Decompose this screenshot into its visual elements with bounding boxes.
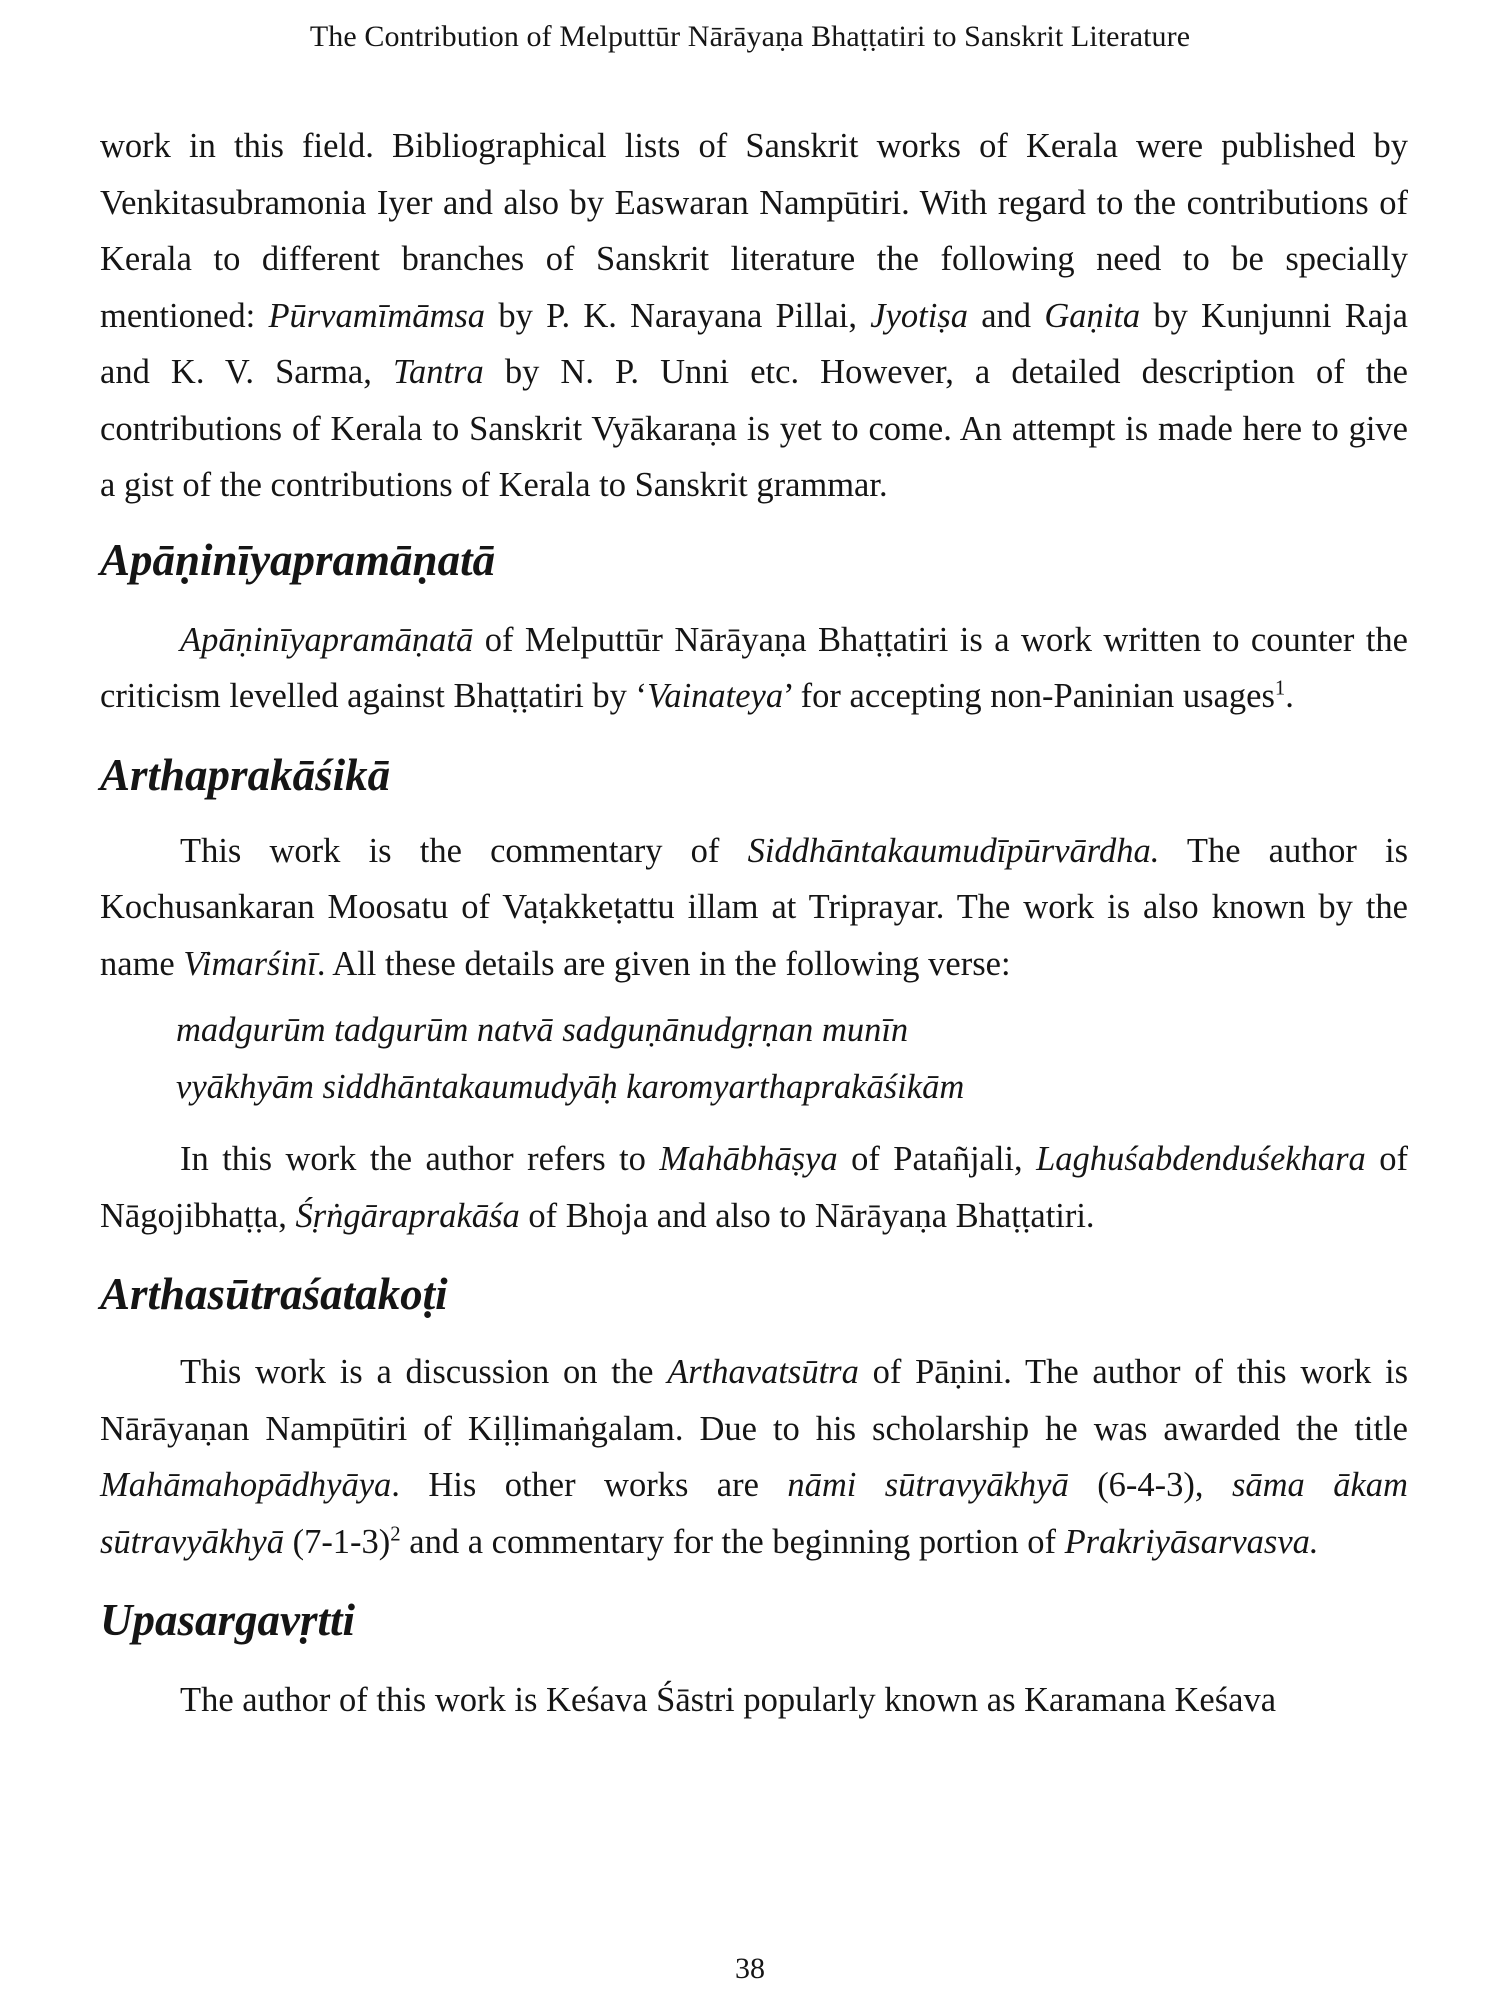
text: The author of this work is Keśava Śāstri popularly known as Karamana Keśava — [180, 1681, 1277, 1719]
term: Siddhāntakaumudīpūrvārdha. — [747, 831, 1160, 870]
section-paragraph — [100, 612, 1408, 725]
verse-line: madgurūm tadgurūm natvā sadguṇānudgṛṇan munīn — [176, 1011, 909, 1049]
term: Mahāmahopādhyāya — [100, 1466, 392, 1504]
text: and — [967, 296, 1045, 335]
text: of Nāgojibhaṭṭa, — [100, 1140, 1408, 1235]
term: Tantra — [392, 353, 484, 391]
intro-paragraph — [100, 118, 1408, 514]
footnote-marker: 2 — [390, 1523, 401, 1545]
section-heading-arthasutrasatakoti: Arthasūtraśatakoṭi — [100, 1269, 448, 1319]
text: of Patañjali, — [837, 1140, 1037, 1178]
term: Gaṇita — [1044, 296, 1141, 335]
section-heading-upasargavrtti: Upasargavṛtti — [100, 1595, 356, 1645]
footnote-marker: 1 — [1274, 677, 1286, 700]
text: (6-4-3), — [1068, 1466, 1232, 1504]
text: by Kunjunni Raja and K. V. Sarma, — [100, 296, 1408, 391]
term: Jyotiṣa — [870, 296, 968, 335]
text: and a commentary for the beginning portion of — [400, 1522, 1065, 1561]
text: . All these details are given in the following verse: — [316, 944, 1011, 983]
text: of Melputtūr Nārāyaṇa Bhaṭṭatiri is a work written to counter the criticism levelled against Bhaṭṭatiri by ‘ — [100, 620, 1408, 715]
section-paragraph — [100, 1672, 1408, 1729]
term: Mahābhāṣya — [659, 1140, 838, 1178]
text: . — [1285, 677, 1294, 715]
term: Arthavatsūtra — [667, 1353, 859, 1391]
text: ’ for accepting non-Paninian usages — [783, 677, 1275, 715]
text: In this work the author refers to — [180, 1140, 660, 1178]
section-paragraph — [100, 1131, 1408, 1244]
text: (7-1-3) — [283, 1522, 391, 1561]
page-number: 38 — [735, 1952, 765, 1985]
text: by N. P. Unni etc. However, a detailed description of the contributions of Kerala to Sanskrit Vyākaraṇa is yet to come. An attempt is made here to give a gist of the contributions of Kerala to Sanskrit grammar. — [100, 353, 1408, 504]
term: Laghuśabdenduśekhara — [1036, 1140, 1366, 1178]
text: by P. K. Narayana Pillai, — [485, 296, 871, 335]
text: of Pāṇini. The author of this work is Nārāyaṇan Nampūtiri of Kiḷḷimaṅgalam. Due to his scholarship he was awarded the title — [100, 1353, 1408, 1448]
text: work in this field. Bibliographical lists of Sanskrit works of Kerala were published by Venkitasubramonia Iyer and also by Easwaran Nampūtiri. With regard to the contributions of Kerala to different branches of Sanskrit literature the following need to be specially mentioned: — [100, 127, 1408, 335]
running-header: The Contribution of Melputtūr Nārāyaṇa Bhaṭṭatiri to Sanskrit Literature — [309, 20, 1191, 53]
section-heading-apaniniyapramanata: Apāṇinīyapramāṇatā — [100, 534, 496, 585]
term: Vimarśinī — [183, 944, 317, 983]
term: sāma ākam sūtravyākhyā — [100, 1466, 1408, 1561]
page-body — [100, 118, 1408, 1729]
section-heading-arthaprakasika: Arthaprakāśikā — [100, 749, 391, 800]
term: Apāṇinīyapramāṇatā — [180, 620, 474, 659]
term: Vainateya — [647, 677, 784, 715]
term: Prakriyāsarvasva. — [1064, 1522, 1319, 1561]
section-paragraph — [100, 823, 1408, 993]
section-paragraph — [100, 1344, 1408, 1570]
term: Pūrvamīmāmsa — [268, 296, 486, 335]
text: The author is Kochusankaran Moosatu of Vaṭakkeṭattu illam at Triprayar. The work is also known by the name — [100, 831, 1408, 983]
verse-line: vyākhyām siddhāntakaumudyāḥ karomyarthaprakāśikām — [176, 1067, 965, 1106]
text: of Bhoja and also to Nārāyaṇa Bhaṭṭatiri. — [519, 1196, 1095, 1235]
text: . His other works are — [391, 1466, 788, 1504]
text: This work is a discussion on the — [180, 1353, 668, 1391]
term: Śṛṅgāraprakāśa — [295, 1196, 520, 1235]
text: This work is the commentary of — [180, 831, 748, 870]
term: nāmi sūtravyākhyā — [787, 1466, 1069, 1504]
